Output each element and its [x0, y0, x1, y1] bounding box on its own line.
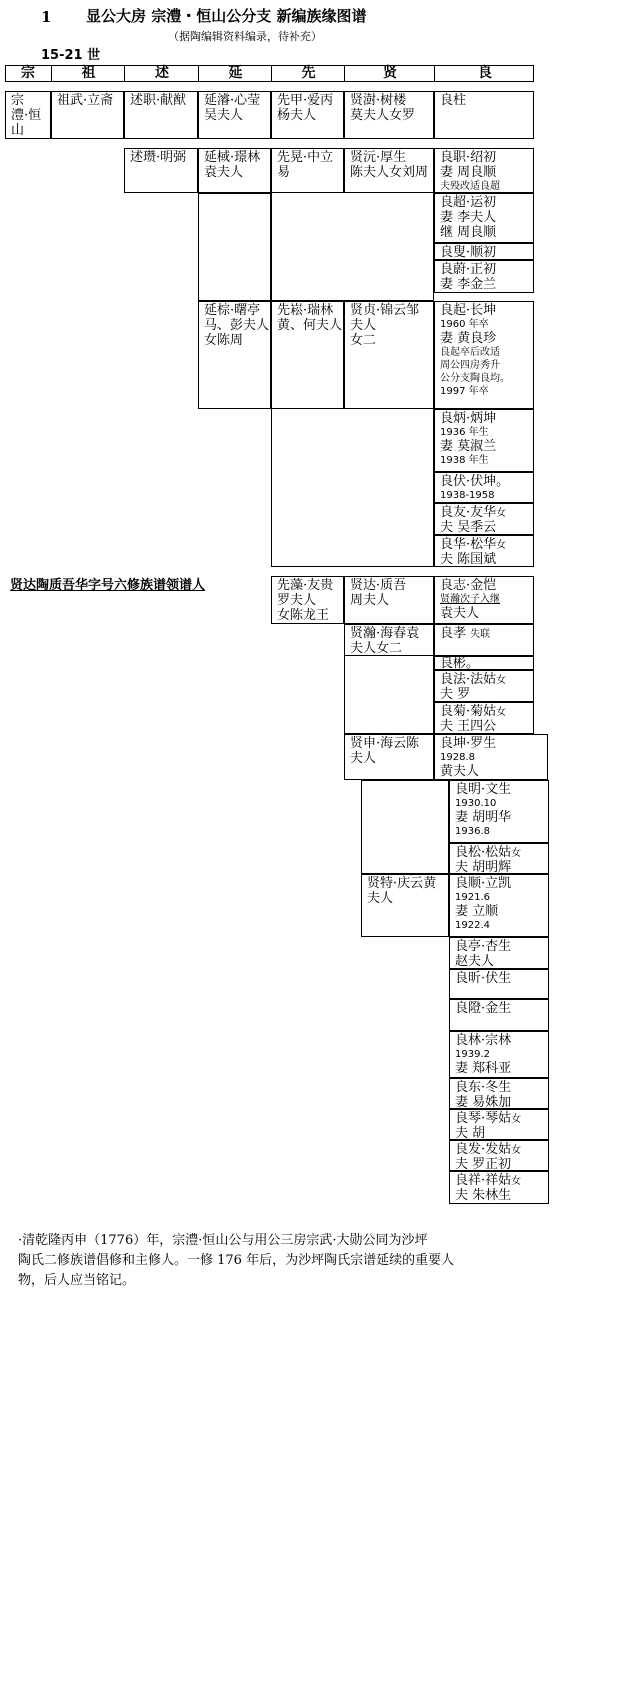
cell-yan-yu-span	[198, 193, 271, 301]
cell-xian-jia-text: 先甲·爱丙 杨夫人	[277, 93, 334, 123]
cell-xian-zong-span	[271, 409, 434, 567]
column-header-xian2: 贤	[344, 65, 435, 82]
cell-xian-zong-text: 先崧·瑞林 黄、何夫人	[277, 303, 343, 333]
cell-xian-yuan-text: 贤沅·厚生 陈夫人女刘周	[350, 150, 429, 180]
cell-xian-huang-text: 先晃·中立 易	[277, 150, 334, 180]
cell-liang-song-text: 良松·松姑女 夫 胡明辉	[455, 845, 522, 875]
column-header-zong: 宗	[21, 65, 35, 81]
cell-xian-huang-span	[271, 193, 434, 301]
generation-range: 15-21 世	[41, 48, 101, 63]
column-header-liang: 良	[434, 65, 535, 82]
cell-zong-li-text: 宗 澧·恒 山	[11, 93, 42, 138]
cell-xian-te-text: 贤特·庆云黄 夫人	[367, 876, 437, 906]
cell-liang-ting-text: 良亭·杏生 赵夫人	[455, 939, 512, 969]
column-header-yan: 延	[198, 65, 272, 82]
cell-liang-dong-text: 良东·冬生 妻 易姝加	[455, 1080, 512, 1110]
cell-liang-ju-text: 良菊·菊姑女 夫 王四公	[440, 704, 507, 734]
cell-liang-zhu-text: 良柱	[440, 93, 467, 108]
cell-liang-bing-text: 良炳·炳坤 1936 年生 妻 莫淑兰 1938 年生	[440, 411, 497, 466]
cell-xian-shen-text: 贤申·海云陈 夫人	[350, 736, 420, 766]
page-subtitle: （据陶编辑资料编录，待补充）	[168, 30, 322, 43]
cell-xian-zao-text: 先藻·友贵 罗夫人 女陈龙王	[277, 578, 334, 623]
cell-liang-shun-text: 良顺·立凯 1921.6 妻 立顺 1922.4	[455, 876, 512, 931]
cell-liang-sou-text: 良叟·顺初	[440, 245, 497, 260]
page-number: 1	[41, 8, 52, 26]
cell-xian-zhen-text: 贤贞·锦云邹 夫人 女二	[350, 303, 420, 348]
cell-liang-zhi-text: 良职·绍初 妻 周良顺 夫殁改适良超	[440, 150, 500, 192]
cell-liang-fa-text: 良法·法姑女 夫 罗	[440, 672, 507, 702]
cell-liang-qin-text: 良琴·琴姑女 夫 胡	[455, 1111, 522, 1141]
cell-liang-ming-text: 良明·文生 1930.10 妻 胡明华 1936.8	[455, 782, 512, 837]
footer-note: ·清乾隆丙申（1776）年，宗澧·恒山公与用公三房宗武·大勋公同为沙坪 陶氏二修族谱倡修和主修人。一修 176 年后，为沙坪陶氏宗谱延续的重要人 物，后人应当铭记。	[18, 1233, 455, 1288]
cell-yan-yi-text: 延濬·心莹 吴夫人	[204, 93, 261, 123]
cell-shu-zan-text: 述瓒·明弼	[130, 150, 187, 165]
cell-liang-fu-text: 良伏·伏坤。 1938-1958	[440, 474, 510, 501]
cell-liang-wei-text: 良蔚·正初 妻 李金兰	[440, 262, 497, 292]
cell-xian-han-span	[344, 656, 434, 734]
cell-liang-zhi2-text: 良志·金恺 贤瀚次子入继 袁夫人	[440, 578, 500, 621]
column-header-zu: 祖	[51, 65, 125, 82]
cell-liang-xin-text: 良昕·伏生	[455, 971, 512, 986]
cell-xian-da-text: 贤达·质吾 周夫人	[350, 578, 407, 608]
cell-liang-bin-text: 良彬。	[440, 656, 480, 671]
cell-xian-han-text: 贤瀚·海春袁 夫人女二	[350, 626, 420, 656]
cell-xian-shen-span	[361, 780, 449, 874]
cell-zu-wu-text: 祖武·立斋	[57, 93, 114, 108]
cell-liang-deng-text: 良隥·金生	[455, 1001, 512, 1016]
cell-liang-qi-text: 良起·长坤 1960 年卒 妻 黄良珍 良起卒后改适 周公四房秀升 公分支陶良均。 1997 年卒	[440, 303, 510, 397]
left-note: 贤达陶质吾华字号六修族谱领谱人	[10, 578, 206, 593]
column-header-xian: 先	[271, 65, 345, 82]
cell-liang-fa2-text: 良发·发姑女 夫 罗正初	[455, 1142, 522, 1172]
cell-xian-shu-text: 贤澍·树楼 莫夫人女罗	[350, 93, 416, 123]
cell-liang-you-text: 良友·友华女 夫 吴季云	[440, 505, 507, 535]
cell-liang-lin-text: 良林·宗林 1939.2 妻 郑科亚	[455, 1033, 512, 1076]
cell-yan-yu-text: 延棫·璟林 袁夫人	[204, 150, 261, 180]
cell-liang-xiao-text: 良孝 失联	[440, 626, 491, 641]
cell-liang-hua-text: 良华·松华女 夫 陈国斌	[440, 537, 507, 567]
cell-yan-zong-text: 延棕·曙亭 马、彭夫人 女陈周	[204, 303, 270, 348]
column-header-shu: 述	[124, 65, 199, 82]
cell-liang-xiang-text: 良祥·祥姑女 夫 朱林生	[455, 1173, 522, 1203]
cell-shu-zhi-text: 述职·献猷	[130, 93, 187, 108]
cell-liang-chao-text: 良超·运初 妻 李夫人 继 周良顺	[440, 195, 497, 240]
cell-liang-kun-text: 良坤·罗生 1928.8 黄夫人	[440, 736, 497, 779]
page-title: 显公大房 宗澧・恒山公分支 新编族缘图谱	[86, 7, 367, 25]
